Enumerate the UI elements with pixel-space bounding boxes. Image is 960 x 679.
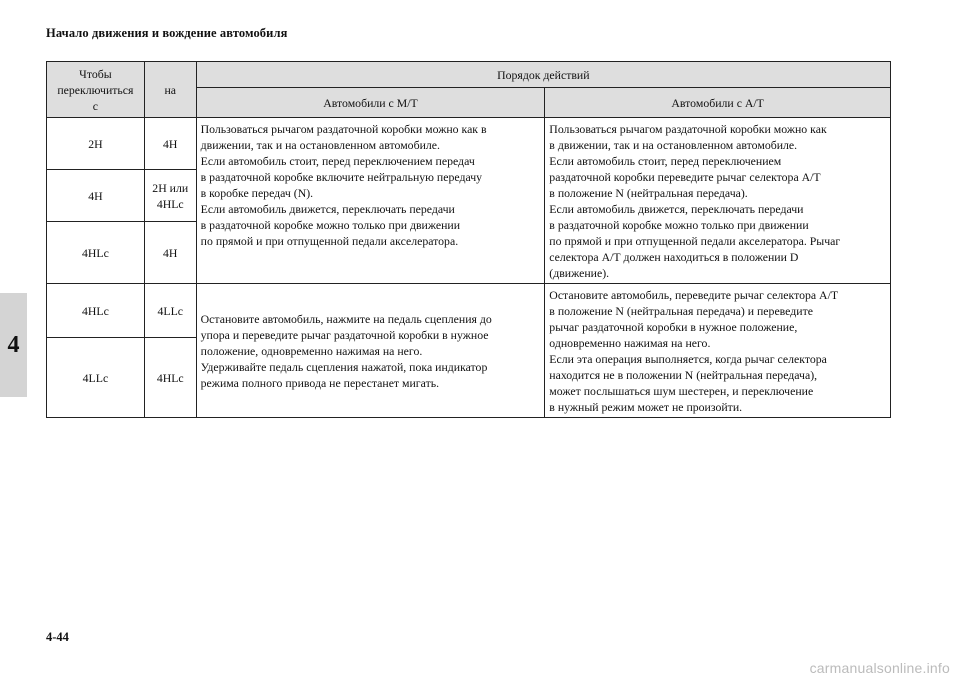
row3-from: 4HLc xyxy=(47,222,145,284)
row2-to: 2H или 4HLc xyxy=(144,170,196,222)
group2-mt-procedure: Остановите автомобиль, нажмите на педаль сцепления до упора и переведите рычаг раздаточной коробки в нужное положение, одновременно нажимая на него. Удерживайте педаль сцепления нажатой, пока индикатор режима полного привода не перестанет мигать. xyxy=(196,284,545,418)
row2-from: 4H xyxy=(47,170,145,222)
header-from: Чтобы переключиться с xyxy=(47,62,145,118)
row5-from: 4LLc xyxy=(47,338,145,418)
group1-at-procedure: Пользоваться рычагом раздаточной коробки можно как в движении, так и на остановленном автомобиле. Если автомобиль стоит, перед переключением раздаточной коробки переведите рычаг селектора А/Т в положение N (нейтральная передача). Если автомобиль движется, переключать передачи в раздаточной коробке можно только при движении по прямой и при отпущенной педали акселератора. Рычаг селектора А/Т должен находиться в положении D (движение). xyxy=(545,118,891,284)
row1-from: 2H xyxy=(47,118,145,170)
row4-from: 4HLc xyxy=(47,284,145,338)
chapter-tab xyxy=(0,293,27,397)
group2-at-procedure: Остановите автомобиль, переведите рычаг селектора А/Т в положение N (нейтральная передача) и переведите рычаг раздаточной коробки в нужное положение, одновременно нажимая на него. Если эта операция выполняется, когда рычаг селектора находится не в положении N (нейтральная передача), может послышаться шум шестерен, и переключение в нужный режим может не произойти. xyxy=(545,284,891,418)
row5-to: 4HLc xyxy=(144,338,196,418)
watermark: carmanualsonline.info xyxy=(809,660,950,676)
row1-to: 4H xyxy=(144,118,196,170)
header-procedure: Порядок действий xyxy=(196,62,890,88)
header-mt: Автомобили с М/Т xyxy=(196,88,545,118)
page-number: 4-44 xyxy=(46,630,69,644)
header-at: Автомобили с А/Т xyxy=(545,88,891,118)
group1-mt-procedure: Пользоваться рычагом раздаточной коробки можно как в движении, так и на остановленном автомобиле. Если автомобиль стоит, перед переключением передач в раздаточной коробке включите нейтральную передачу в коробке передач (N). Если автомобиль движется, переключать передачи в раздаточной коробке можно только при движении по прямой и при отпущенной педали акселератора. xyxy=(196,118,545,284)
row4-to: 4LLc xyxy=(144,284,196,338)
header-to: на xyxy=(144,62,196,118)
transfer-case-shift-table xyxy=(46,61,891,418)
page-header-title: Начало движения и вождение автомобиля xyxy=(46,26,288,40)
row3-to: 4H xyxy=(144,222,196,284)
chapter-tab-number: 4 xyxy=(7,331,20,358)
